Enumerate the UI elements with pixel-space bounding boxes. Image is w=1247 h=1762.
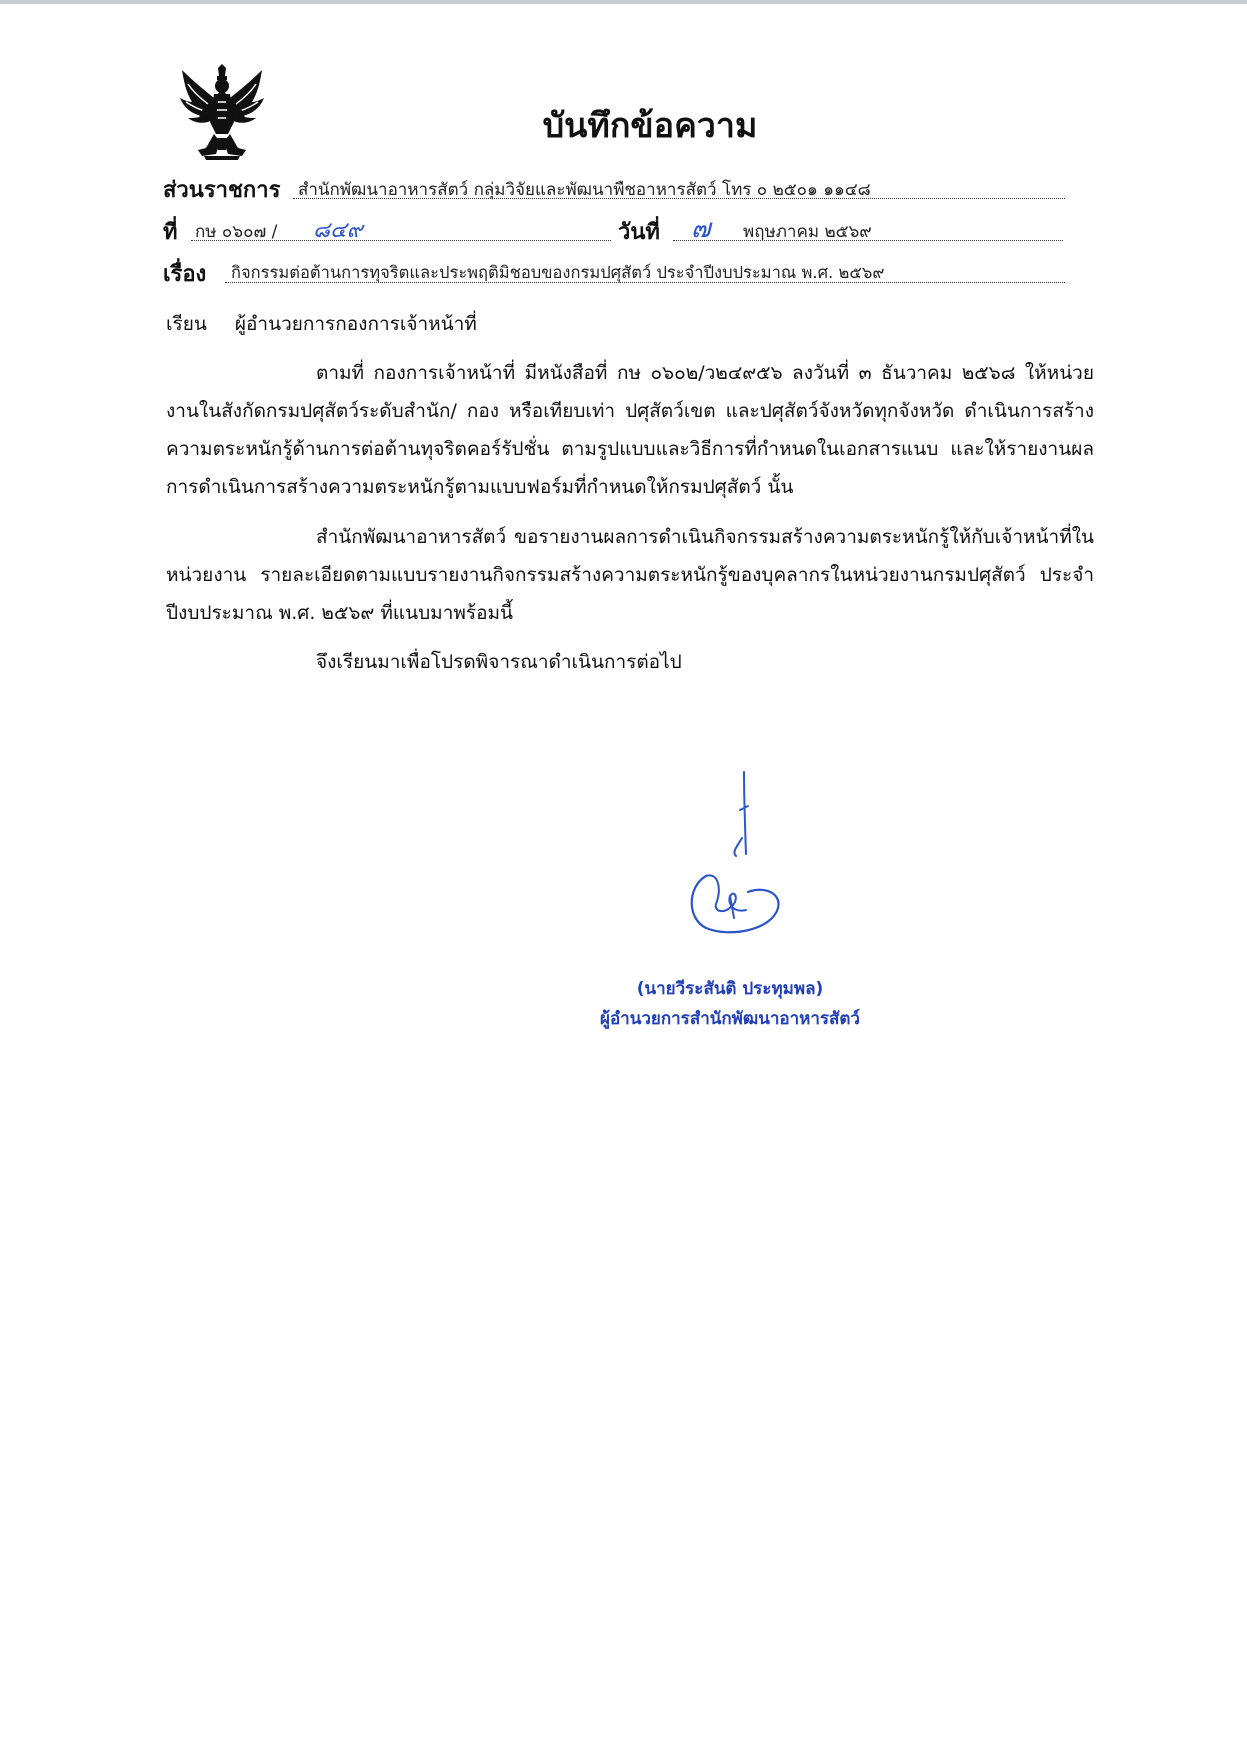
salutation [166, 309, 477, 339]
subject-row [163, 256, 1067, 290]
closing-line: จึงเรียนมาเพื่อโปรดพิจารณาดำเนินการต่อไป [316, 651, 682, 673]
subject-dotline [225, 282, 1065, 283]
agency-dotline [293, 198, 1065, 199]
reference-label: ที่ [163, 220, 178, 245]
date-dotline [673, 240, 1063, 241]
date-value: พฤษภาคม ๒๕๖๙ [743, 222, 872, 242]
agency-label: ส่วนราชการ [163, 178, 281, 203]
agency-value: สำนักพัฒนาอาหารสัตว์ กลุ่มวิจัยและพัฒนาพืชอาหารสัตว์ โทร ๐ ๒๕๐๑ ๑๑๔๘ [298, 180, 871, 200]
agency-row [163, 172, 1067, 206]
body-paragraph-2: สำนักพัฒนาอาหารสัตว์ ขอรายงานผลการดำเนินกิจกรรมสร้างความตระหนักรู้ให้กับเจ้าหน้าที่ในหน่วยงาน รายละเอียดตามแบบรายงานกิจกรรมสร้างความตระหนักรู้ของบุคลากรในหน่วยงานกรมปศุสัตว์ ประจำปีงบประมาณ พ.ศ. ๒๕๖๙ ที่แนบมาพร้อมนี้ [166, 526, 1094, 624]
body-paragraph-1: ตามที่ กองการเจ้าหน้าที่ มีหนังสือที่ กษ ๐๖๐๒/ว๒๔๙๕๖ ลงวันที่ ๓ ธันวาคม ๒๕๖๘ ให้หน่วยงานในสังกัดกรมปศุสัตว์ระดับสำนัก/ กอง หรือเทียบเท่า ปศุสัตว์เขต และปศุสัตว์จังหวัดทุกจังหวัด ดำเนินการสร้างความตระหนักรู้ด้านการต่อต้านทุจริตคอร์รัปชั่น ตามรูปแบบและวิธีการที่กำหนดในเอกสารแนบ และให้รายงานผลการดำเนินการสร้างความตระหนักรู้ตามแบบฟอร์มที่กำหนดให้กรมปศุสัตว์ นั้น [166, 362, 1094, 498]
page-edge [0, 0, 1247, 4]
subject-label: เรื่อง [163, 262, 207, 287]
subject-value: กิจกรรมต่อต้านการทุจริตและประพฤติมิชอบของกรมปศุสัตว์ ประจำปีงบประมาณ พ.ศ. ๒๕๖๙ [231, 263, 885, 282]
signature-icon [676, 768, 796, 948]
document-title: บันทึกข้อความ [542, 106, 758, 146]
date-day-handwritten: ๗ [691, 214, 711, 244]
date-label: วันที่ [618, 220, 660, 245]
salutation-recipient: ผู้อำนวยการกองการเจ้าหน้าที่ [234, 313, 477, 335]
reference-row [163, 214, 1067, 248]
reference-handwritten: ๘๔๙ [313, 218, 363, 243]
salutation-to: เรียน [166, 313, 207, 335]
garuda-emblem-icon [178, 64, 266, 160]
reference-dotline [191, 240, 611, 241]
signatory-name: (นายวีระสันติ ประทุมพล) [636, 979, 824, 999]
signatory-position: ผู้อำนวยการสำนักพัฒนาอาหารสัตว์ [600, 1009, 860, 1029]
reference-value: กษ ๐๖๐๗ / [195, 222, 278, 242]
